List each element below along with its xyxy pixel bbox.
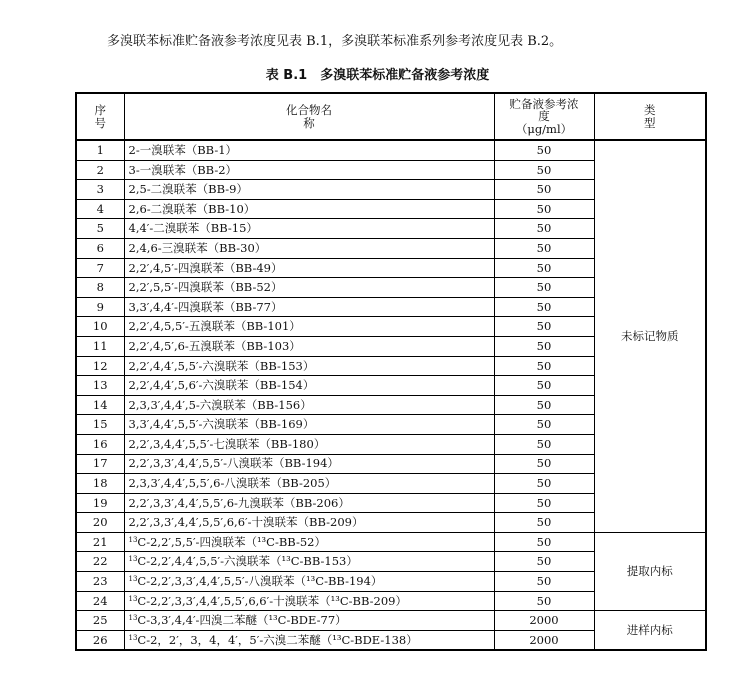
row-number: 3 [76, 180, 124, 200]
row-number: 12 [76, 356, 124, 376]
compound-name-text: 2,2′,3,3′,4,4′,5,5′,6,6′-十溴联苯（BB-209） [128, 515, 364, 530]
isotope-superscript: 13 [128, 555, 138, 564]
compound-name [124, 474, 494, 494]
row-number: 22 [76, 552, 124, 572]
table-row [76, 140, 706, 160]
stock-concentration: 50 [494, 474, 594, 494]
compound-name [124, 532, 494, 552]
isotope-superscript: 13 [128, 594, 138, 603]
compound-name-text: 2,2′,3,3′,4,4′,5,5′-八溴联苯（BB-194） [128, 456, 339, 471]
header-text: 贮备液参考浓 [509, 96, 579, 111]
compound-name-text: 2,2′,4,4′,5,5′-六溴联苯（BB-153） [128, 358, 315, 373]
table-row [76, 532, 706, 552]
row-number: 15 [76, 415, 124, 435]
compound-name [124, 180, 494, 200]
row-number: 7 [76, 258, 124, 278]
compound-name-text: 2,2′,3,4,4′,5,5′-七溴联苯（BB-180） [128, 436, 326, 451]
row-number: 6 [76, 238, 124, 258]
stock-concentration: 50 [494, 317, 594, 337]
stock-concentration: 50 [494, 552, 594, 572]
compound-name [124, 572, 494, 592]
compound-name [124, 199, 494, 219]
compound-name [124, 336, 494, 356]
stock-concentration: 50 [494, 238, 594, 258]
header-serial-number [76, 93, 124, 140]
compound-name-text: 2,3,3′,4,4′,5,5′,6-八溴联苯（BB-205） [128, 476, 337, 491]
compound-name [124, 219, 494, 239]
compound-name-text: 3,3′,4,4′-四溴联苯（BB-77） [128, 299, 283, 314]
header-text: （μg/ml） [515, 121, 573, 136]
table-body [76, 140, 706, 650]
compound-type: 提取内标 [594, 532, 706, 610]
isotope-superscript: 13 [128, 535, 138, 544]
row-number: 10 [76, 317, 124, 337]
row-number: 24 [76, 591, 124, 611]
compound-name-text: 2,4,6-三溴联苯（BB-30） [128, 240, 267, 255]
compound-name [124, 376, 494, 396]
compound-name-text: 2,6-二溴联苯（BB-10） [128, 201, 256, 216]
stock-concentration: 50 [494, 356, 594, 376]
compound-name-text: C-3,3′,4,4′-四溴二苯醚（¹³C-BDE-77） [137, 613, 347, 628]
compound-name-text: 2,2′,5,5′-四溴联苯（BB-52） [128, 280, 283, 295]
isotope-superscript: 13 [128, 614, 138, 623]
stock-concentration: 50 [494, 513, 594, 533]
row-number: 23 [76, 572, 124, 592]
stock-concentration: 50 [494, 297, 594, 317]
stock-concentration: 50 [494, 199, 594, 219]
compound-name [124, 395, 494, 415]
stock-concentration: 50 [494, 258, 594, 278]
compound-name [124, 630, 494, 650]
row-number: 14 [76, 395, 124, 415]
compound-name [124, 611, 494, 631]
compound-name-text: 2,3,3′,4,4′,5-六溴联苯（BB-156） [128, 397, 312, 412]
row-number: 16 [76, 434, 124, 454]
compound-name-text: C-2,2′,3,3′,4,4′,5,5′-八溴联苯（¹³C-BB-194） [137, 574, 383, 589]
compound-name-text: 2-一溴联苯（BB-1） [128, 142, 238, 157]
compound-name [124, 356, 494, 376]
row-number: 13 [76, 376, 124, 396]
stock-concentration: 50 [494, 493, 594, 513]
stock-concentration: 50 [494, 532, 594, 552]
compound-type: 进样内标 [594, 611, 706, 651]
stock-concentration: 50 [494, 572, 594, 592]
compound-name-text: 2,2′,4,5,5′-五溴联苯（BB-101） [128, 319, 301, 334]
intro-paragraph: 多溴联苯标准贮备液参考浓度见表 B.1，多溴联苯标准系列参考浓度见表 B.2。 [107, 34, 563, 49]
row-number: 1 [76, 140, 124, 160]
compound-name-text: 2,2′,4,5′,6-五溴联苯（BB-103） [128, 338, 301, 353]
stock-concentration: 50 [494, 434, 594, 454]
header-text: 称 [303, 115, 315, 130]
compound-name-text: 3-一溴联苯（BB-2） [128, 162, 238, 177]
compound-name [124, 454, 494, 474]
compound-name-text: 4,4′-二溴联苯（BB-15） [128, 221, 258, 236]
table-caption: 表 B.1 多溴联苯标准贮备液参考浓度 [265, 68, 490, 83]
compound-name [124, 493, 494, 513]
row-number: 25 [76, 611, 124, 631]
stock-concentration: 50 [494, 395, 594, 415]
compound-name-text: C-2,2′,5,5′-四溴联苯（¹³C-BB-52） [137, 534, 326, 549]
header-stock-concentration [494, 93, 594, 140]
stock-concentration: 50 [494, 591, 594, 611]
header-text: 化合物名 [286, 102, 332, 117]
header-text: 类 [644, 102, 656, 117]
stock-concentration: 50 [494, 160, 594, 180]
header-text: 号 [94, 115, 106, 130]
header-text: 型 [644, 115, 656, 130]
compound-name [124, 160, 494, 180]
row-number: 20 [76, 513, 124, 533]
compound-name [124, 415, 494, 435]
stock-concentration: 50 [494, 454, 594, 474]
header-type [594, 93, 706, 140]
table-header-row [76, 93, 706, 140]
compound-type: 未标记物质 [594, 140, 706, 532]
row-number: 11 [76, 336, 124, 356]
reference-concentration-table [75, 92, 707, 651]
compound-name [124, 552, 494, 572]
row-number: 17 [76, 454, 124, 474]
stock-concentration: 50 [494, 336, 594, 356]
stock-concentration: 2000 [494, 611, 594, 631]
row-number: 26 [76, 630, 124, 650]
header-text: 序 [94, 102, 106, 117]
row-number: 19 [76, 493, 124, 513]
isotope-superscript: 13 [128, 575, 138, 584]
compound-name [124, 317, 494, 337]
stock-concentration: 50 [494, 376, 594, 396]
compound-name [124, 513, 494, 533]
compound-name [124, 591, 494, 611]
header-text: 度 [538, 109, 550, 124]
row-number: 5 [76, 219, 124, 239]
row-number: 21 [76, 532, 124, 552]
table-row [76, 611, 706, 631]
compound-name [124, 434, 494, 454]
row-number: 9 [76, 297, 124, 317]
row-number: 4 [76, 199, 124, 219]
isotope-superscript: 13 [128, 633, 138, 642]
stock-concentration: 50 [494, 140, 594, 160]
row-number: 2 [76, 160, 124, 180]
stock-concentration: 50 [494, 415, 594, 435]
compound-name-text: C-2，2′，3，4，4′，5′-六溴二苯醚（¹³C-BDE-138） [137, 632, 418, 647]
stock-concentration: 50 [494, 278, 594, 298]
compound-name [124, 278, 494, 298]
compound-name-text: C-2,2′,4,4′,5,5′-六溴联苯（¹³C-BB-153） [137, 554, 358, 569]
compound-name-text: 2,5-二溴联苯（BB-9） [128, 182, 248, 197]
header-compound-name [124, 93, 494, 140]
compound-name [124, 258, 494, 278]
compound-name-text: C-2,2′,3,3′,4,4′,5,5′,6,6′-十溴联苯（¹³C-BB-209） [137, 593, 407, 608]
stock-concentration: 50 [494, 219, 594, 239]
compound-name-text: 2,2′,4,4′,5,6′-六溴联苯（BB-154） [128, 378, 315, 393]
compound-name [124, 140, 494, 160]
compound-name [124, 297, 494, 317]
row-number: 8 [76, 278, 124, 298]
stock-concentration: 50 [494, 180, 594, 200]
compound-name-text: 2,2′,4,5′-四溴联苯（BB-49） [128, 260, 283, 275]
compound-name [124, 238, 494, 258]
compound-name-text: 2,2′,3,3′,4,4′,5,5′,6-九溴联苯（BB-206） [128, 495, 350, 510]
row-number: 18 [76, 474, 124, 494]
stock-concentration: 2000 [494, 630, 594, 650]
compound-name-text: 3,3′,4,4′,5,5′-六溴联苯（BB-169） [128, 417, 315, 432]
